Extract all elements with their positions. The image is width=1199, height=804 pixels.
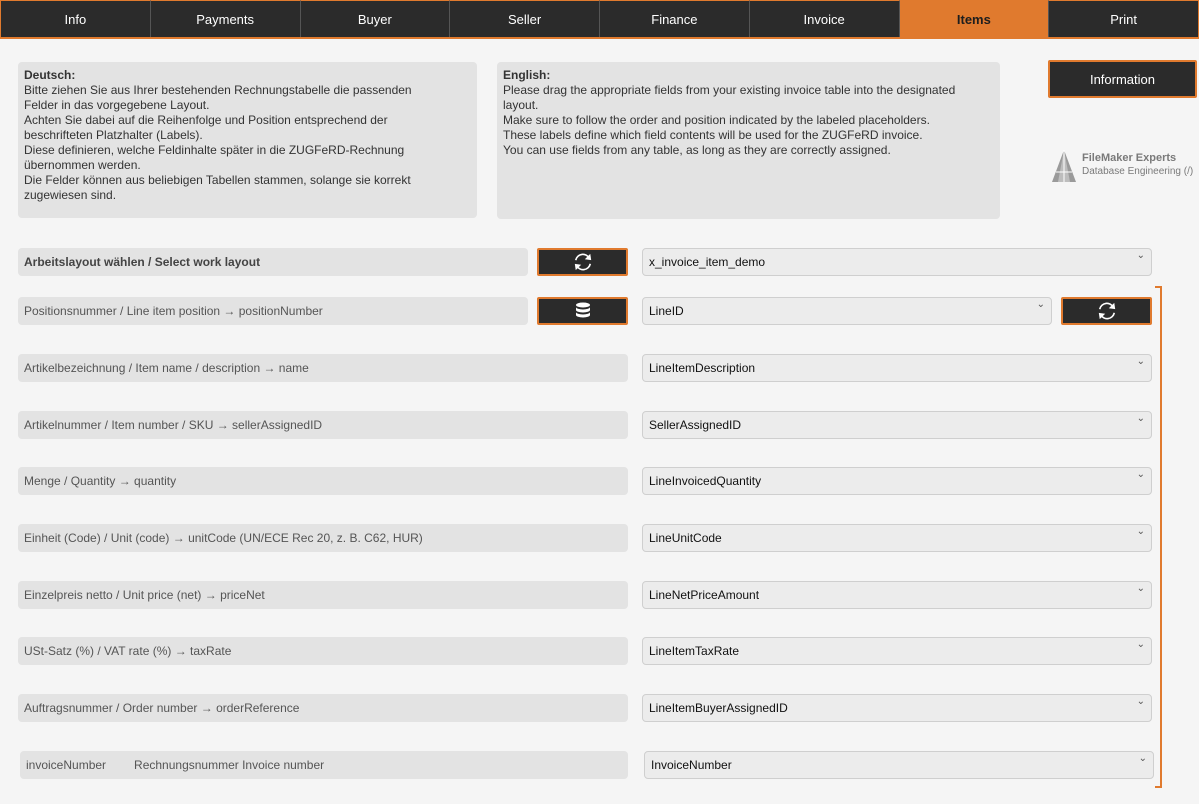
english-heading: English: <box>503 68 551 82</box>
database-icon <box>575 302 591 320</box>
position-select[interactable] <box>642 297 1052 325</box>
field-value: LineItemBuyerAssignedID <box>649 701 788 715</box>
tab-invoice[interactable]: Invoice <box>750 0 900 37</box>
deutsch-line: übernommen werden. <box>24 158 141 172</box>
work-layout-label: Arbeitslayout wählen / Select work layout <box>18 248 528 276</box>
logo-mark-icon <box>1050 148 1078 184</box>
field-select-tax-rate[interactable] <box>642 637 1152 665</box>
english-line: Please drag the appropriate fields from your existing invoice table into the designated <box>503 83 956 97</box>
chevron-down-icon: ⌄ <box>1136 583 1145 594</box>
deutsch-heading: Deutsch: <box>24 68 76 82</box>
chevron-down-icon: ⌄ <box>1036 299 1045 310</box>
tab-payments[interactable]: Payments <box>151 0 301 37</box>
information-button[interactable]: Information <box>1048 60 1197 98</box>
field-label-seller-assigned-id: Artikelnummer / Item number / SKU → sellerAssignedID <box>18 411 628 439</box>
filemaker-experts-logo <box>1050 148 1194 184</box>
field-label-order-reference: Auftragsnummer / Order number → orderReference <box>18 694 628 722</box>
field-select-price-net[interactable] <box>642 581 1152 609</box>
deutsch-instructions <box>18 62 477 218</box>
english-line: layout. <box>503 98 539 112</box>
invoice-number-label: Rechnungsnummer Invoice number <box>134 758 325 772</box>
invoice-number-value: InvoiceNumber <box>651 758 732 772</box>
tab-print[interactable]: Print <box>1049 0 1199 37</box>
refresh-icon <box>1096 301 1118 321</box>
english-line: Make sure to follow the order and position indicated by the labeled placeholders. <box>503 113 930 127</box>
field-value: LineInvoicedQuantity <box>649 474 762 488</box>
tab-bar <box>0 0 1199 39</box>
deutsch-line: beschrifteten Platzhalter (Labels). <box>24 128 203 142</box>
field-value: LineNetPriceAmount <box>649 588 760 602</box>
tab-buyer[interactable]: Buyer <box>301 0 451 37</box>
field-value: LineItemDescription <box>649 361 756 375</box>
field-select-seller-assigned-id[interactable] <box>642 411 1152 439</box>
chevron-down-icon: ⌄ <box>1136 639 1145 650</box>
chevron-down-icon: ⌄ <box>1136 413 1145 424</box>
chevron-down-icon: ⌄ <box>1136 526 1145 537</box>
field-value: LineItemTaxRate <box>649 644 740 658</box>
tab-finance[interactable]: Finance <box>600 0 750 37</box>
work-layout-value: x_invoice_item_demo <box>649 255 766 269</box>
field-value: SellerAssignedID <box>649 418 742 432</box>
field-select-unit-code[interactable] <box>642 524 1152 552</box>
invoice-number-key: invoiceNumber <box>26 758 107 772</box>
invoice-number-select[interactable] <box>644 751 1154 779</box>
logo-subtitle: Database Engineering (/) <box>1082 166 1194 177</box>
deutsch-line: Achten Sie dabei auf die Reihenfolge und Position entsprechend der <box>24 113 388 127</box>
field-label-tax-rate: USt-Satz (%) / VAT rate (%) → taxRate <box>18 637 628 665</box>
deutsch-line: Diese definieren, welche Feldinhalte später in die ZUGFeRD-Rechnung <box>24 143 405 157</box>
field-label-name: Artikelbezeichnung / Item name / description → name <box>18 354 628 382</box>
database-button[interactable] <box>537 297 628 325</box>
chevron-down-icon: ⌄ <box>1138 753 1147 764</box>
chevron-down-icon: ⌄ <box>1136 356 1145 367</box>
refresh-icon <box>572 252 594 272</box>
refresh-layout-button[interactable] <box>537 248 628 276</box>
english-instructions <box>497 62 1000 219</box>
tab-info[interactable]: Info <box>0 0 151 37</box>
chevron-down-icon: ⌄ <box>1136 250 1145 261</box>
deutsch-line: Die Felder können aus beliebigen Tabellen stammen, solange sie korrekt <box>24 173 411 187</box>
invoice-number-label-box <box>20 751 628 779</box>
deutsch-line: Felder in das vorgegebene Layout. <box>24 98 210 112</box>
field-label-unit-code: Einheit (Code) / Unit (code) → unitCode (UN/ECE Rec 20, z. B. C62, HUR) <box>18 524 628 552</box>
tab-items[interactable]: Items <box>900 0 1050 37</box>
deutsch-line: zugewiesen sind. <box>24 188 117 202</box>
logo-title: FileMaker Experts <box>1082 152 1177 164</box>
field-select-order-reference[interactable] <box>642 694 1152 722</box>
work-layout-select[interactable] <box>642 248 1152 276</box>
deutsch-line: Bitte ziehen Sie aus Ihrer bestehenden Rechnungstabelle die passenden <box>24 83 412 97</box>
tab-seller[interactable]: Seller <box>450 0 600 37</box>
field-label-quantity: Menge / Quantity → quantity <box>18 467 628 495</box>
field-label-price-net: Einzelpreis netto / Unit price (net) → priceNet <box>18 581 628 609</box>
position-value: LineID <box>649 304 684 318</box>
field-select-name[interactable] <box>642 354 1152 382</box>
english-line: These labels define which field contents will be used for the ZUGFeRD invoice. <box>503 128 923 142</box>
group-bracket <box>1155 286 1162 788</box>
field-select-quantity[interactable] <box>642 467 1152 495</box>
chevron-down-icon: ⌄ <box>1136 696 1145 707</box>
position-label: Positionsnummer / Line item position → positionNumber <box>18 297 528 325</box>
chevron-down-icon: ⌄ <box>1136 469 1145 480</box>
field-value: LineUnitCode <box>649 531 722 545</box>
english-line: You can use fields from any table, as long as they are correctly assigned. <box>503 143 891 157</box>
refresh-fields-button[interactable] <box>1061 297 1152 325</box>
